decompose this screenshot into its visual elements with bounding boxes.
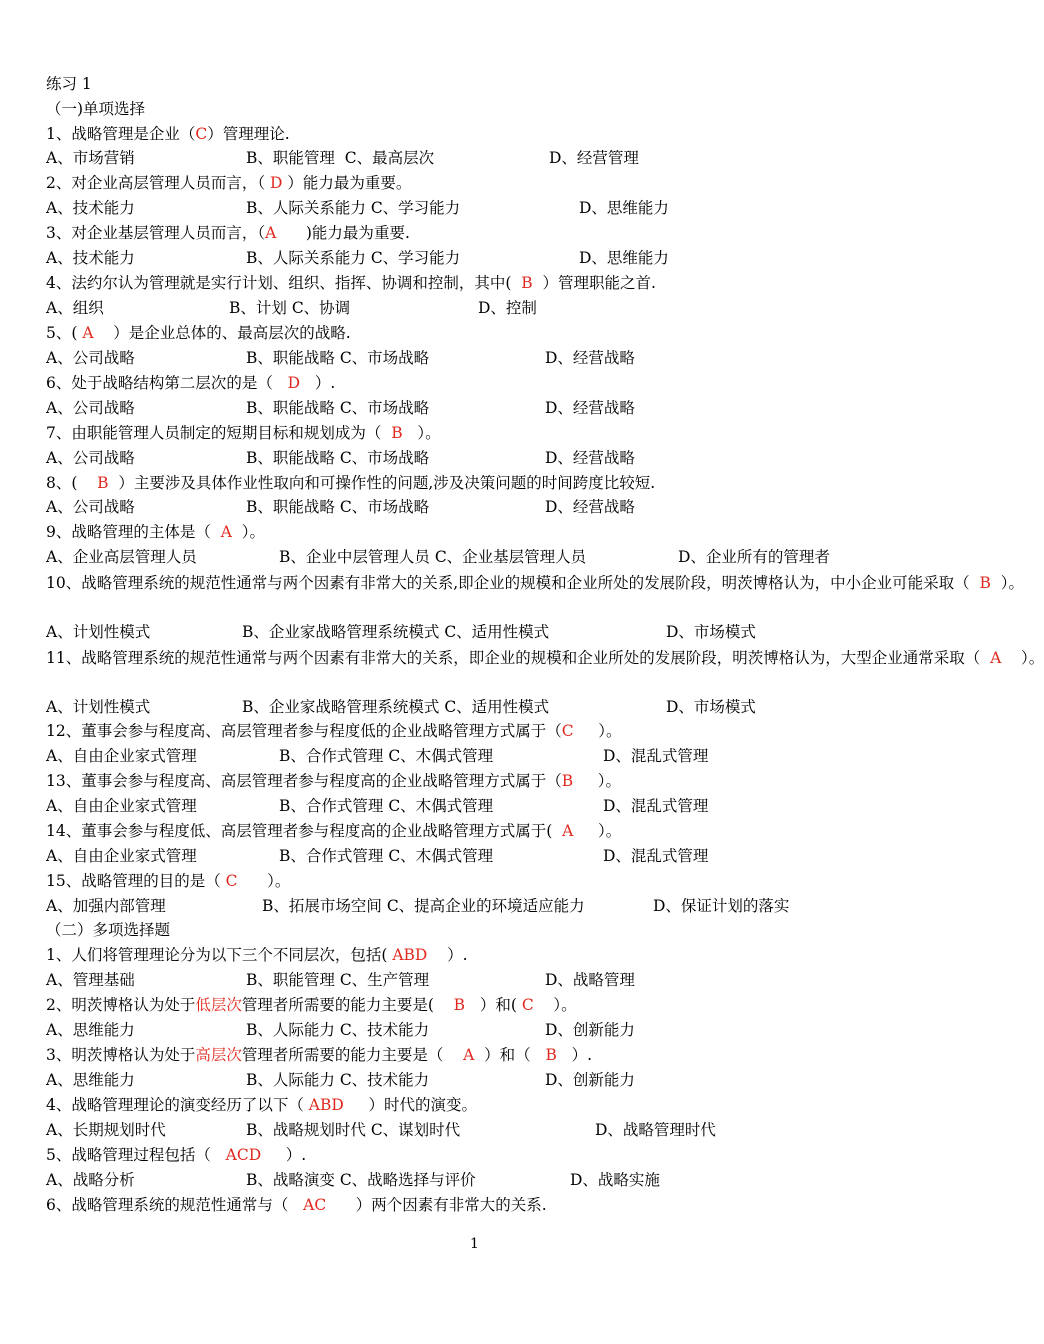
- options-row: A、自由企业家式管理 B、合作式管理 C、木偶式管理 D、混乱式管理: [46, 797, 709, 815]
- options-row: A、思维能力 B、人际能力 C、技术能力 D、创新能力: [46, 1071, 635, 1089]
- exercise-title: 练习 1: [46, 75, 92, 93]
- answer: ABD: [308, 1096, 344, 1114]
- answer: A: [562, 822, 574, 840]
- question-line: 5、战略管理过程包括（ ACD ）.: [46, 1146, 307, 1164]
- question-line: 11、战略管理系统的规范性通常与两个因素有非常大的关系，即企业的规模和企业所处的发展阶段，明茨博格认为，大型企业通常采取（ A ）。: [46, 649, 1044, 667]
- answer: B: [979, 574, 991, 592]
- answer: B: [97, 474, 109, 492]
- options-row: A、公司战略 B、职能战略 C、市场战略 D、经营战略: [46, 399, 635, 417]
- answer: A: [220, 523, 232, 541]
- answer: A: [82, 324, 94, 342]
- question-line: 4、法约尔认为管理就是实行计划、组织、指挥、协调和控制，其中( B ）管理职能之首.: [46, 274, 656, 292]
- options-row: A、思维能力 B、人际能力 C、技术能力 D、创新能力: [46, 1021, 635, 1039]
- question-line: 6、处于战略结构第二层次的是（ D ）.: [46, 374, 336, 392]
- question-line: 8、( B ）主要涉及具体作业性取向和可操作性的问题,涉及决策问题的时间跨度比较短.: [46, 474, 656, 492]
- answer: B: [391, 424, 403, 442]
- options-row: A、加强内部管理 B、拓展市场空间 C、提高企业的环境适应能力 D、保证计划的落实: [46, 897, 790, 915]
- answer: D: [287, 374, 301, 392]
- answer: A: [990, 649, 1002, 667]
- answer: AC: [303, 1196, 327, 1214]
- question-line: 3、明茨博格认为处于高层次管理者所需要的能力主要是（ A ）和（ B ）.: [46, 1046, 593, 1064]
- options-row: A、公司战略 B、职能战略 C、市场战略 D、经营战略: [46, 449, 635, 467]
- options-row: A、组织 B、计划 C、协调 D、控制: [46, 299, 537, 317]
- question-line: 14、董事会参与程度低、高层管理者参与程度高的企业战略管理方式属于( A ）。: [46, 822, 622, 840]
- answer: C: [225, 872, 238, 890]
- options-row: A、公司战略 B、职能战略 C、市场战略 D、经营战略: [46, 349, 635, 367]
- options-row: A、技术能力 B、人际关系能力 C、学习能力 D、思维能力: [46, 249, 669, 267]
- question-line: 9、战略管理的主体是（ A ）。: [46, 523, 266, 541]
- section-heading-single: （一)单项选择: [46, 100, 146, 118]
- question-line: 7、由职能管理人员制定的短期目标和规划成为（ B ）。: [46, 424, 441, 442]
- question-line: 3、对企业基层管理人员而言，（A )能力最为重要.: [46, 224, 410, 242]
- answer: ACD: [225, 1146, 262, 1164]
- answer: B: [545, 1046, 557, 1064]
- answer: D: [270, 174, 283, 192]
- answer: B: [561, 772, 574, 790]
- section-heading-multiple: （二）多项选择题: [46, 921, 171, 939]
- question-line: 6、战略管理系统的规范性通常与（ AC ）两个因素有非常大的关系.: [46, 1196, 547, 1214]
- answer: B: [521, 274, 533, 292]
- answer: C: [195, 125, 208, 143]
- options-row: A、管理基础 B、职能管理 C、生产管理 D、战略管理: [46, 971, 635, 989]
- answer: ABD: [392, 946, 428, 964]
- options-row: A、长期规划时代 B、战略规划时代 C、谋划时代 D、战略管理时代: [46, 1121, 716, 1139]
- options-row: A、自由企业家式管理 B、合作式管理 C、木偶式管理 D、混乱式管理: [46, 747, 709, 765]
- page-number: 1: [470, 1236, 479, 1252]
- options-row: A、计划性模式 B、企业家战略管理系统模式 C、适用性模式 D、市场模式: [46, 623, 756, 641]
- question-line: 4、战略管理理论的演变经历了以下（ ABD ）时代的演变。: [46, 1096, 477, 1114]
- question-line: 12、董事会参与程度高、高层管理者参与程度低的企业战略管理方式属于（C ）。: [46, 722, 622, 740]
- answer: C: [561, 722, 574, 740]
- options-row: A、技术能力 B、人际关系能力 C、学习能力 D、思维能力: [46, 199, 669, 217]
- options-row: A、战略分析 B、战略演变 C、战略选择与评价 D、战略实施: [46, 1171, 660, 1189]
- answer: B: [453, 996, 466, 1014]
- options-row: A、市场营销 B、职能管理 C、最高层次 D、经营管理: [46, 149, 639, 167]
- options-row: A、公司战略 B、职能战略 C、市场战略 D、经营战略: [46, 498, 635, 516]
- answer: C: [521, 996, 534, 1014]
- question-line: 10、战略管理系统的规范性通常与两个因素有非常大的关系,即企业的规模和企业所处的发展阶段，明茨博格认为，中小企业可能采取（ B ）。: [46, 574, 1025, 592]
- options-row: A、企业高层管理人员 B、企业中层管理人员 C、企业基层管理人员 D、企业所有的管理者: [46, 548, 830, 566]
- question-line: 15、战略管理的目的是（ C ）。: [46, 872, 291, 890]
- question-line: 1、人们将管理理论分为以下三个不同层次，包括( ABD ）.: [46, 946, 468, 964]
- question-line: 13、董事会参与程度高、高层管理者参与程度高的企业战略管理方式属于（B ）。: [46, 772, 622, 790]
- options-row: A、自由企业家式管理 B、合作式管理 C、木偶式管理 D、混乱式管理: [46, 847, 709, 865]
- question-line: 5、( A ）是企业总体的、最高层次的战略.: [46, 324, 351, 342]
- question-line: 2、明茨博格认为处于低层次管理者所需要的能力主要是( B ）和( C ）。: [46, 996, 577, 1014]
- answer: A: [463, 1046, 475, 1064]
- question-line: 2、对企业高层管理人员而言，（ D ）能力最为重要。: [46, 174, 412, 192]
- options-row: A、计划性模式 B、企业家战略管理系统模式 C、适用性模式 D、市场模式: [46, 698, 756, 716]
- answer: A: [265, 224, 277, 242]
- question-line: 1、战略管理是企业（C）管理理论.: [46, 125, 290, 143]
